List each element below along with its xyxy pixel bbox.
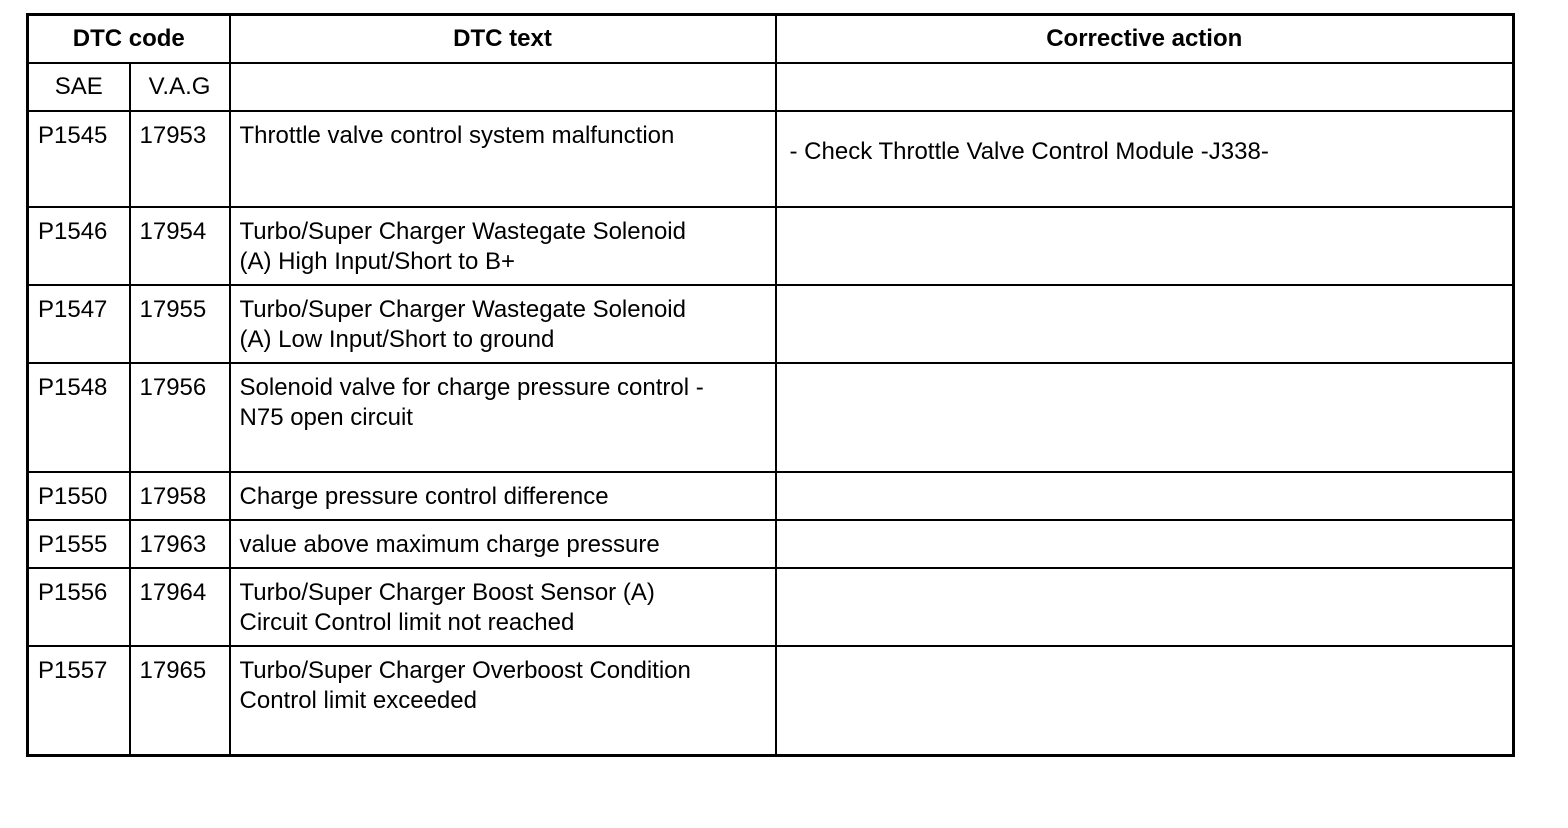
- table-row: [28, 207, 1514, 285]
- dtc-text-cell: Solenoid valve for charge pressure control - N75 open circuit: [230, 363, 776, 472]
- table-row: [28, 363, 1514, 472]
- vag-code-cell: 17953: [130, 111, 230, 207]
- sae-code-cell: P1547: [28, 285, 130, 363]
- dtc-text-cell: Charge pressure control difference: [230, 472, 776, 520]
- vag-code-cell: 17963: [130, 520, 230, 568]
- corrective-action-cell: [776, 363, 1514, 472]
- header-dtc-code: DTC code: [28, 15, 230, 64]
- subheader-row: [28, 63, 1514, 111]
- table-row: [28, 285, 1514, 363]
- dtc-table: [26, 13, 1515, 757]
- header-dtc-text: DTC text: [230, 15, 776, 64]
- corrective-action-cell: [776, 646, 1514, 755]
- subheader-text-empty: [230, 63, 776, 111]
- subheader-action-empty: [776, 63, 1514, 111]
- vag-code-cell: 17956: [130, 363, 230, 472]
- sae-code-cell: P1556: [28, 568, 130, 646]
- header-row: [28, 15, 1514, 64]
- dtc-text-cell: Throttle valve control system malfunction: [230, 111, 776, 207]
- table-row: [28, 568, 1514, 646]
- table-row: [28, 520, 1514, 568]
- sae-code-cell: P1545: [28, 111, 130, 207]
- corrective-action-cell: [776, 568, 1514, 646]
- subheader-vag: V.A.G: [130, 63, 230, 111]
- corrective-action-cell: [776, 285, 1514, 363]
- vag-code-cell: 17958: [130, 472, 230, 520]
- vag-code-cell: 17954: [130, 207, 230, 285]
- corrective-action-cell: [776, 472, 1514, 520]
- vag-code-cell: 17955: [130, 285, 230, 363]
- table-row: [28, 111, 1514, 207]
- sae-code-cell: P1548: [28, 363, 130, 472]
- table-row: [28, 472, 1514, 520]
- vag-code-cell: 17965: [130, 646, 230, 755]
- dtc-text-cell: Turbo/Super Charger Overboost Condition Control limit exceeded: [230, 646, 776, 755]
- dtc-text-cell: value above maximum charge pressure: [230, 520, 776, 568]
- corrective-action-cell: [776, 520, 1514, 568]
- subheader-sae: SAE: [28, 63, 130, 111]
- sae-code-cell: P1557: [28, 646, 130, 755]
- header-corrective-action: Corrective action: [776, 15, 1514, 64]
- corrective-action-cell: [776, 207, 1514, 285]
- dtc-text-cell: Turbo/Super Charger Wastegate Solenoid (A) High Input/Short to B+: [230, 207, 776, 285]
- corrective-action-cell: - Check Throttle Valve Control Module -J338-: [776, 111, 1514, 207]
- dtc-text-cell: Turbo/Super Charger Boost Sensor (A) Circuit Control limit not reached: [230, 568, 776, 646]
- sae-code-cell: P1546: [28, 207, 130, 285]
- table-row: [28, 646, 1514, 755]
- sae-code-cell: P1555: [28, 520, 130, 568]
- sae-code-cell: P1550: [28, 472, 130, 520]
- vag-code-cell: 17964: [130, 568, 230, 646]
- dtc-text-cell: Turbo/Super Charger Wastegate Solenoid (A) Low Input/Short to ground: [230, 285, 776, 363]
